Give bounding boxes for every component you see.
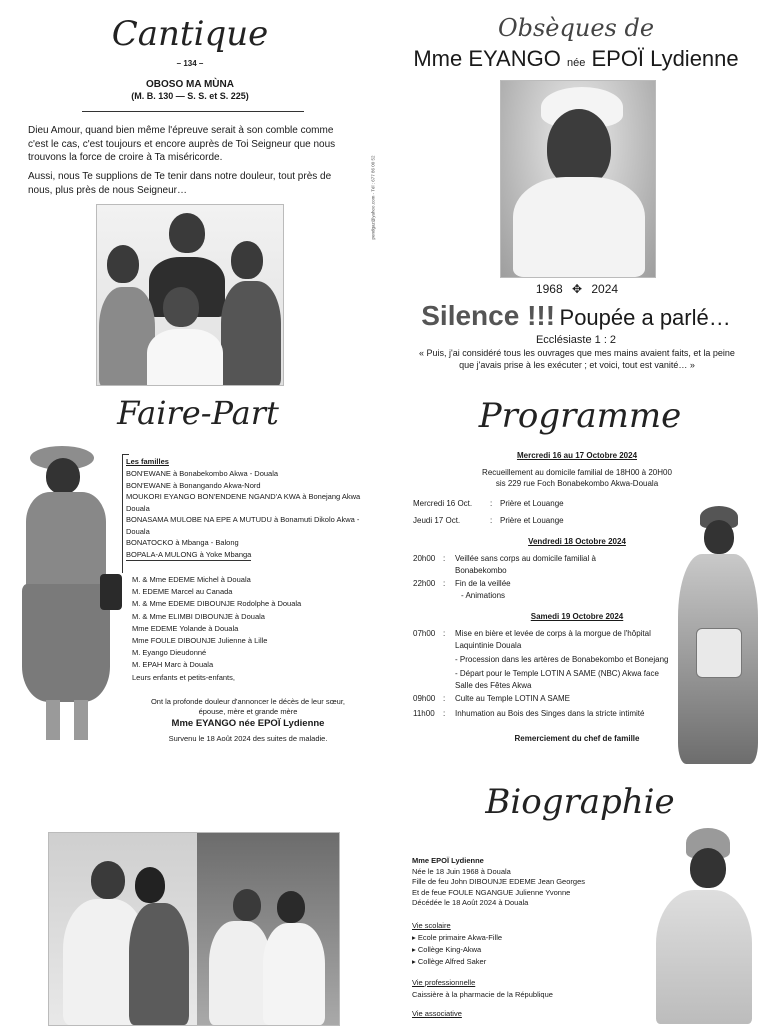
family-photo	[96, 204, 284, 386]
person-item: M. & Mme EDEME DIBOUNJE Rodolphe à Douala	[132, 599, 302, 609]
vie-scolaire-heading: Vie scolaire	[412, 921, 451, 930]
portrait-photo	[500, 80, 656, 278]
deceased-name-header	[384, 46, 768, 72]
day1-text-1: Recueillement au domicile familial de 18H00 à 20H00	[482, 468, 672, 477]
family-item: BONASAMA MULOBE NA EPE A MUTUDU à Bonamuti Dikolo Akwa - Douala	[126, 515, 360, 536]
silence-line	[384, 300, 768, 332]
row-activity: Prière et Louange	[500, 499, 564, 508]
name-nee: née	[566, 57, 586, 69]
verse-reference: Ecclésiaste 1 : 2	[535, 334, 617, 346]
row-time: 11h00	[413, 709, 435, 718]
row-activity: Culte au Temple LOTIN A SAME	[455, 694, 571, 703]
name-part-2: EPOÏ Lydienne	[591, 46, 739, 71]
schedule-row: 22h00 : Fin de la veillée - Animations	[413, 579, 511, 600]
vie-pro-heading: Vie professionnelle	[412, 978, 476, 987]
group-photos	[48, 832, 340, 1026]
job-text: Caissière à la pharmacie de la République	[412, 990, 553, 999]
bio-father: Fille de feu John DIBOUNJE EDEME Jean Georges	[412, 877, 585, 886]
cantique-paragraph-1: Dieu Amour, quand bien même l'épreuve serait à son comble comme c'est le cas, c'est toujours et encore auprès de Toi Seigneur que nous trouvons la force de croire à Ta miséricorde.	[28, 125, 336, 163]
woman-bag-photo	[664, 506, 764, 768]
person-item: M. EPAH Marc à Douala	[132, 660, 214, 670]
family-item: BON'EWANE à Bonabekombo Akwa - Douala	[126, 469, 279, 478]
person-item: M. EDEME Marcel au Canada	[132, 587, 233, 597]
year-birth: 1968	[535, 282, 563, 296]
schedule-sub: - Procession dans les artères de Bonabekombo et Bonejang	[455, 655, 669, 664]
person-item: M. & Mme EDEME Michel à Douala	[132, 575, 251, 584]
life-years	[500, 282, 654, 296]
woman-bio-photo	[648, 828, 758, 1024]
cantique-paragraph-2: Aussi, nous Te supplions de Te tenir dans notre douleur, tout près de nous, plus près de nous Seigneur…	[28, 171, 332, 196]
family-item: BONATOCKO à Mbanga - Balong	[126, 538, 239, 547]
bullet-icon: ▸	[412, 957, 418, 966]
bio-born: Née le 18 Juin 1968 à Douala	[412, 866, 511, 876]
programme-title: Programme	[478, 396, 682, 436]
verse-text: « Puis, j'ai considéré tous les ouvrages que mes mains avaient faits, et la peine que j'avais prise à les exécuter ; et voici, tout est vanité… »	[419, 348, 735, 370]
school-item: ▸ Collège King-Akwa	[412, 945, 482, 954]
school-item: ▸ Collège Alfred Saker	[412, 957, 487, 966]
vie-asso-heading: Vie associative	[412, 1009, 462, 1018]
bio-details	[412, 856, 652, 909]
row-time: 22h00	[413, 579, 436, 588]
woman-hat-photo	[8, 444, 126, 748]
name-part-1: Mme EYANGO	[413, 46, 561, 71]
year-death: 2024	[591, 282, 619, 296]
family-item: BON'EWANE à Bonangando Akwa-Nord	[126, 480, 261, 490]
row-time: 09h00	[413, 694, 436, 703]
day2-heading: Vendredi 18 Octobre 2024	[528, 537, 626, 546]
school-list	[412, 932, 502, 968]
row-day: Mercredi 16 Oct.	[413, 499, 473, 508]
person-item: M. & Mme ELIMBI DIBOUNJE à Douala	[132, 611, 265, 621]
row-activity: Inhumation au Bois des Singes dans la stricte intimité	[455, 709, 645, 718]
day3-heading: Samedi 19 Octobre 2024	[530, 612, 624, 621]
row-time: 20h00	[413, 554, 436, 563]
row-sep: :	[490, 516, 493, 525]
people-list	[132, 574, 372, 684]
contact-side-note: pendgaz@yahoo.com - Tél : 677 86 00 52	[370, 155, 376, 240]
schedule-row: 07h00 : Mise en bière et levée de corps à la morgue de l'hôpital Laquintinie Douala	[413, 628, 713, 651]
biographie-title: Biographie	[485, 782, 675, 822]
bullet-icon: ▸	[412, 933, 418, 942]
row-activity: Prière et Louange	[500, 516, 564, 525]
row-activity: Fin de la veillée	[455, 579, 511, 588]
row-day: Jeudi 17 Oct.	[413, 516, 461, 525]
hymn-reference: (M. B. 130 — S. S. et S. 225)	[131, 91, 249, 101]
poupee-text: Poupée a parlé…	[559, 305, 731, 330]
fairepart-title: Faire-Part	[117, 394, 279, 432]
announce-line-2: épouse, mère et grande mère	[198, 707, 298, 716]
person-item: M. Eyango Dieudonné	[132, 648, 207, 658]
obseques-title: Obsèques de	[497, 14, 655, 42]
announce-line-3: Survenu le 18 Août 2024 des suites de maladie.	[168, 734, 328, 743]
row-time: 07h00	[413, 629, 436, 638]
family-item: MOUKORI EYANGO BON'ENDENE NGAND'A KWA à Bonejang Akwa Douala	[126, 492, 361, 513]
person-item: Leurs enfants et petits-enfants,	[132, 672, 235, 682]
school-item: ▸ Ecole primaire Akwa-Fille	[412, 933, 503, 942]
day1-text-2: sis 229 rue Foch Bonabekombo Akwa-Douala	[495, 479, 659, 488]
row-activity-sub: - Animations	[461, 590, 506, 600]
schedule-sub: - Départ pour le Temple LOTIN A SAME (NBC) Akwa face Salle des Fêtes Akwa	[455, 669, 659, 690]
bio-name: Mme EPOÏ Lydienne	[412, 856, 484, 865]
bio-mother: Et de feue FOULE NGANGUE Julienne Yvonne	[412, 887, 571, 897]
person-item: Mme FOULE DIBOUNJE Julienne à Lille	[132, 636, 268, 646]
bullet-icon: ▸	[412, 945, 418, 954]
families-heading: Les familles	[126, 457, 169, 466]
silence-text: Silence !!!	[421, 300, 556, 331]
bio-died: Décédée le 18 Août 2024 à Douala	[412, 898, 529, 907]
families-list	[126, 468, 372, 561]
schedule-row: 09h00 : Culte au Temple LOTIN A SAME	[413, 694, 571, 703]
person-item: Mme EDEME Yolande à Douala	[132, 623, 239, 633]
row-sep: :	[490, 499, 493, 508]
announce-line-1: Ont la profonde douleur d'annoncer le décès de leur sœur,	[150, 697, 346, 706]
family-item: BOPALA-A MULONG à Yoke Mbanga	[126, 549, 251, 562]
hymn-number: – 134 –	[176, 59, 204, 68]
schedule-row: 20h00 : Veillée sans corps au domicile familial à Bonabekombo	[413, 553, 673, 576]
hymn-name: OBOSO MA MÙNA	[146, 79, 234, 90]
remerciement: Remerciement du chef de famille	[514, 734, 640, 743]
announce-deceased: Mme EYANGO née EPOÏ Lydienne	[171, 718, 325, 729]
day1-heading: Mercredi 16 au 17 Octobre 2024	[516, 451, 638, 460]
cantique-title: Cantique	[111, 14, 269, 54]
ornament-icon: ✥	[571, 282, 583, 296]
row-activity: Mise en bière et levée de corps à la morgue de l'hôpital Laquintinie Douala	[455, 629, 651, 650]
row-activity: Veillée sans corps au domicile familial à Bonabekombo	[455, 554, 596, 575]
schedule-row: 11h00 : Inhumation au Bois des Singes dans la stricte intimité	[413, 709, 645, 718]
cantique-divider	[82, 111, 304, 112]
